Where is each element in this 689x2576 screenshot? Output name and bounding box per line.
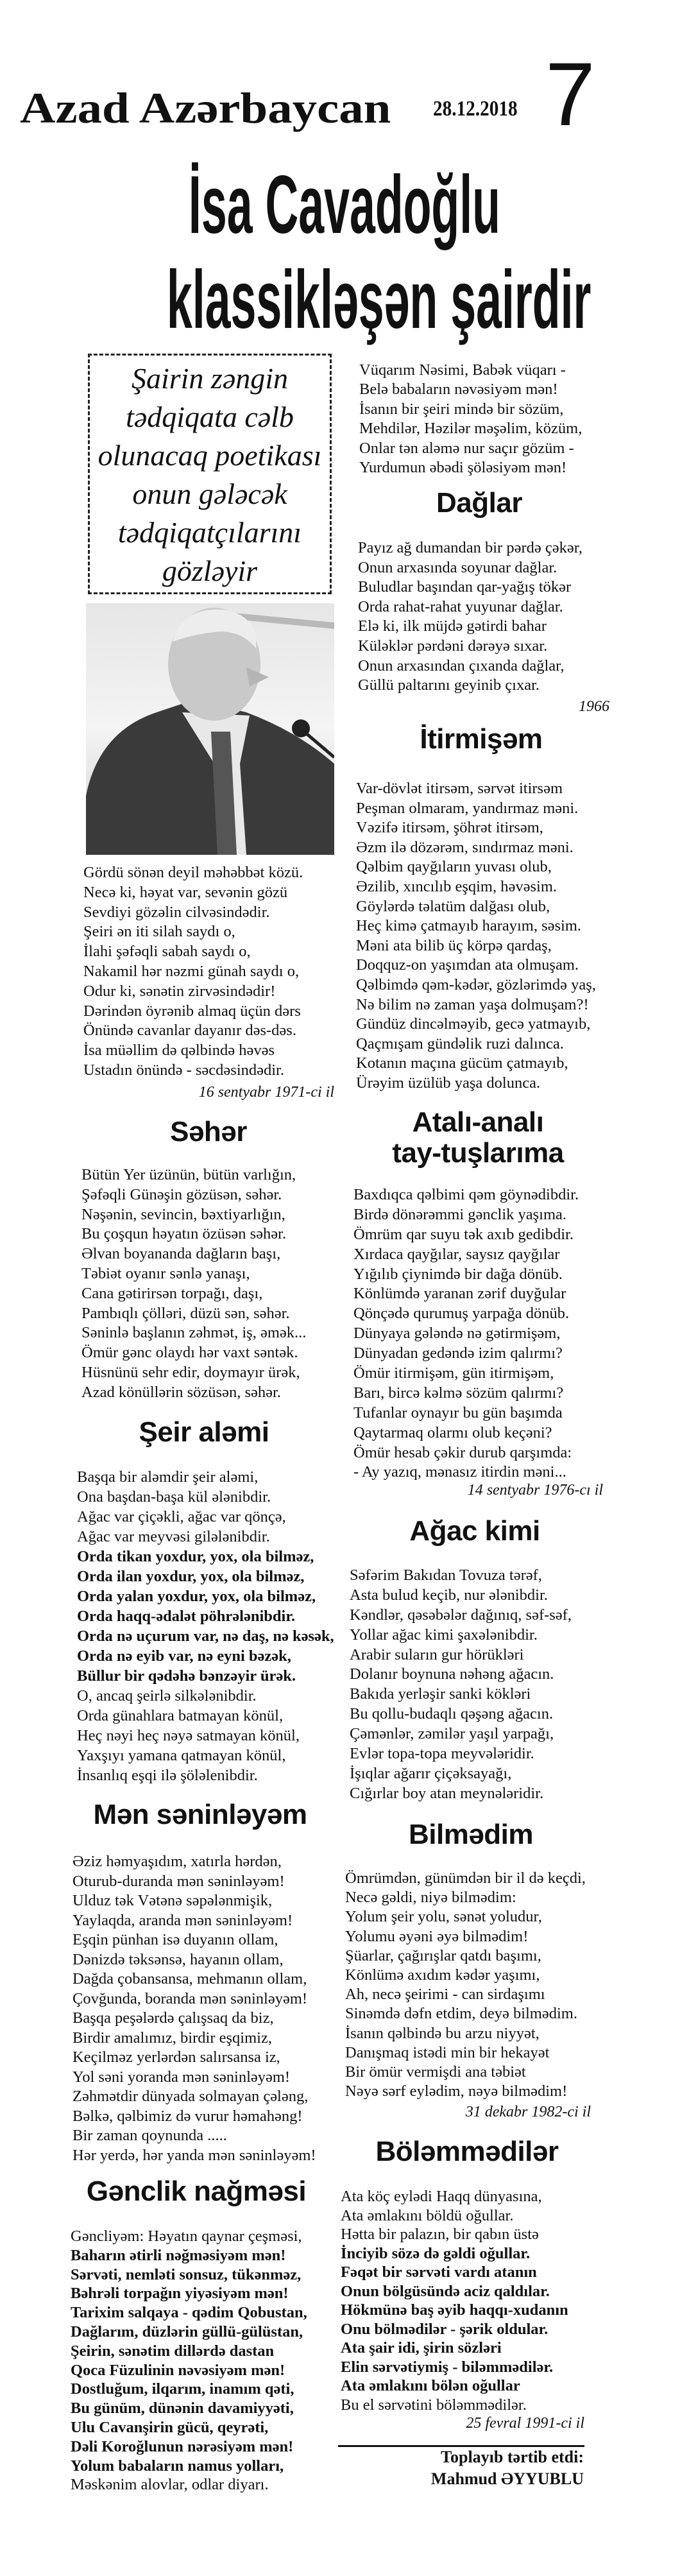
pull-quote-line: tədqiqata cəlb xyxy=(126,400,294,433)
poem-line: Dağlarım, düzlərin güllü-gülüstan, xyxy=(71,2323,303,2340)
poem-line: Gündüz dincəlməyib, gecə yatmayıb, xyxy=(356,1015,591,1033)
poem-line: Xırdaca qayğılar, saysız qayğılar xyxy=(353,1245,560,1263)
poem-line: Nə bilim nə zaman yaşa dolmuşam?! xyxy=(356,995,589,1013)
poem-line: Ata əmlakını böldü oğullar. xyxy=(341,2206,514,2224)
poem-line: Qəlbim qayğıların yuvası olub, xyxy=(356,858,552,876)
poem-line: Cığırlar boy atan meynələridir. xyxy=(350,1784,544,1802)
poem-line: Belə babaların nəvəsiyəm mən! xyxy=(359,381,558,399)
poem-line: Asta bulud keçib, nur ələnibdir. xyxy=(350,1586,548,1604)
poem-line: Ömür hesab çəkir durub qarşımda: xyxy=(353,1443,572,1461)
poem-line: Səfərim Bakıdan Tovuza tərəf, xyxy=(350,1567,542,1584)
poem-line: Vəzifə itirsəm, şöhrət itirsəm, xyxy=(356,819,543,837)
poem-line: Ömrüm qar suyu tək axıb gedibdir. xyxy=(353,1225,574,1243)
poem-line: Onun arxasında soyunar dağlar. xyxy=(358,558,557,576)
poem-line: İsanın bir şeiri mində bir sözüm, xyxy=(359,400,564,418)
poem-line: Orda rahat-rahat yuyunar dağlar. xyxy=(358,597,563,615)
poem-line: Məni ata bilib üç körpə qardaş, xyxy=(356,936,552,954)
poem-line: - Ay yazıq, mənasız itirdin məni... xyxy=(353,1463,566,1481)
poem-line: Ona başdan-başa kül ələnibdir. xyxy=(77,1488,271,1506)
poem-date: 16 sentyabr 1971-ci il xyxy=(198,1084,334,1101)
poem-line: Başqa peşələrdə çalışsaq da biz, xyxy=(72,2009,274,2027)
poem-line: Azad könüllərin sözüsən, səhər. xyxy=(81,1383,281,1401)
poem-line: Buludlar başından qar-yağış tökər xyxy=(358,578,572,596)
poem-vuqarim xyxy=(359,361,582,477)
poem-line: Bu el sərvətini böləmmədilər. xyxy=(341,2396,527,2414)
poem-line: Əzm ilə dözərəm, sındırmaz məni. xyxy=(356,838,574,856)
poem-bolemmediler xyxy=(341,2187,568,2414)
poem-line: Şüarlar, çağırışlar qatdı başımı, xyxy=(345,1946,541,1964)
poem-line: Bu qollu-budaqlı qəşəng ağacın. xyxy=(350,1705,554,1723)
poem-title-men-seninleyem: Mən səninləyəm xyxy=(93,1799,307,1830)
poem-itirmisem xyxy=(356,779,596,1094)
poem-title-daglar: Dağlar xyxy=(436,487,522,519)
poem-line: Kotanın maçına gücüm çatmayıb, xyxy=(356,1054,568,1072)
poem-line: Heç nəyi heç nəyə satmayan könül, xyxy=(77,1727,300,1744)
poem-men-seninleyem xyxy=(72,1852,316,2165)
poem-line: Gəncliyəm: Həyatın qaynar çeşməsi, xyxy=(71,2228,302,2245)
poem-line: Vüqarım Nəsimi, Babək vüqarı - xyxy=(359,361,566,379)
poem-date: 14 sentyabr 1976-cı il xyxy=(467,1482,603,1498)
poem-line: Nəşənin, sevincin, bəxtiyarlığın, xyxy=(81,1205,285,1223)
poem-line: Ustadın önündə - səcdəsindədir. xyxy=(83,1061,284,1079)
poet-photo xyxy=(86,603,334,855)
poem-title-genclik-nagmesi: Gənclik nağməsi xyxy=(86,2176,307,2207)
poem-line: Önündə cavanlar dayanır dəs-dəs. xyxy=(83,1022,296,1040)
poem-line: Tarixim salqaya - qədim Qobustan, xyxy=(71,2304,307,2322)
poem-line: Ata şair idi, şirin sözləri xyxy=(341,2339,502,2357)
poem-atali-anali xyxy=(353,1185,579,1482)
article-title-line2 xyxy=(0,255,689,345)
poem-line: Orda tikan yoxdur, yox, ola bilməz, xyxy=(77,1548,314,1565)
poem-line: Yol səni yoranda mən səninləyəm! xyxy=(72,2068,291,2086)
poem-line: Sərvəti, nemləti sonsuz, tükənməz, xyxy=(71,2265,302,2283)
poem-line: Gördü sönən deyil məhəbbət közü. xyxy=(83,864,303,881)
poem-line: Yaylaqda, aranda mən səninləyəm! xyxy=(72,1911,293,1929)
poem-line: Hökmünə baş əyib haqqı-xudanın xyxy=(341,2301,568,2319)
poem-line: Bəlkə, qəlbimiz də vurur həmahəng! xyxy=(72,2107,303,2125)
poem-line: Evlər topa-topa meyvələridir. xyxy=(350,1745,534,1763)
poem-line: Bir ömür vermişdi ana təbiət xyxy=(345,2063,526,2081)
poem-line: Onlar tən aləmə nur saçır gözüm - xyxy=(359,439,574,457)
poem-line: Tufanlar oynayır bu gün başımda xyxy=(353,1404,563,1421)
poem-date: 1966 xyxy=(579,698,609,715)
poem-line: Ah, necə şeirimi - can sirdaşımı xyxy=(345,1986,545,2004)
poem-line: Təbiət oyanır sənlə yanaşı, xyxy=(81,1264,250,1282)
poet-at-microphone-photo-icon xyxy=(86,603,334,855)
poem-line: Əlvan boyananda dağların başı, xyxy=(81,1245,281,1263)
poem-line: Şeirin, sənətim dillərdə dastan xyxy=(71,2342,275,2360)
pull-quote-line: Şairin zəngin xyxy=(131,362,289,395)
poem-line: Bu günüm, dünənin davamiyyəti, xyxy=(71,2400,294,2417)
poem-line: Orda yalan yoxdur, yox, ola bilməz, xyxy=(77,1588,316,1605)
poem-line: Ömrümdən, günümdən bir il də keçdi, xyxy=(345,1869,586,1887)
poem-line: Əziz həmyaşıdım, xatırla hərdən, xyxy=(72,1853,282,1870)
poem-title-atali-anali-line2: tay-tuşlarıma xyxy=(392,1137,564,1169)
pull-quote-line: olunacaq poetikası xyxy=(98,439,322,472)
poem-line: Orda nə uçurum var, nə daş, nə kəsək, xyxy=(77,1627,334,1645)
poem-line: Ağac var meyvəsi gilələnibdir. xyxy=(77,1528,270,1545)
poem-bilmedim xyxy=(345,1869,586,2101)
newspaper-masthead: Azad Azərbaycan xyxy=(20,83,391,132)
poem-line: Kəndlər, qəsəbələr dağınıq, səf-səf, xyxy=(350,1606,572,1624)
poem-line: Dolanır boynuna nəhəng ağacın. xyxy=(350,1665,554,1683)
poem-title-seir-alemi: Şeir aləmi xyxy=(139,1416,269,1448)
poem-daglar xyxy=(358,538,583,696)
poem-line: O, ancaq şeirlə silkələnibdir. xyxy=(77,1687,257,1704)
poem-line: Məskənim alovlar, odlar diyarı. xyxy=(71,2476,269,2494)
poem-line: Doqquz-on yaşımdan ata olmuşam. xyxy=(356,956,579,974)
poem-line: Onu bölmədilər - şərik oldular. xyxy=(341,2320,549,2338)
poem-line: Dostluğum, ilqarım, inamım qəti, xyxy=(71,2380,294,2398)
poem-line: Dərindən öyrənib almaq üçün dərs xyxy=(83,1002,301,1020)
pull-quote-box xyxy=(88,354,332,594)
poem-line: Əzilib, xıncılıb eşqim, həvəsim. xyxy=(356,877,557,895)
poem-sehar xyxy=(81,1165,306,1403)
poem-title-itirmisem: İtirmişəm xyxy=(420,723,543,755)
poem-title-sehar: Səhər xyxy=(170,1116,247,1147)
poem-title-bilmedim: Bilmədim xyxy=(408,1819,534,1850)
poem-date: 31 dekabr 1982-ci il xyxy=(465,2104,591,2120)
poem-line: Ulu Cavanşirin gücü, qeyrəti, xyxy=(71,2418,269,2436)
poem-line: İsanın qəlbində bu arzu niyyət, xyxy=(345,2024,540,2042)
poem-line: Barı, bircə kəlmə sözüm qalırmı? xyxy=(353,1384,564,1402)
poem-line: Göylərdə təlatüm dalğası olub, xyxy=(356,897,550,915)
poem-line: Yolum babaların namus yolları, xyxy=(71,2457,284,2475)
credit-author: Mahmud ƏYYUBLU xyxy=(430,2469,584,2488)
poem-line: Dənizdə təksənsə, hayanın ollam, xyxy=(72,1950,284,1968)
title-text: klassikləşən şairdir xyxy=(166,254,591,346)
poem-date: 25 fevral 1991-ci il xyxy=(466,2415,584,2432)
poem-line: Oturub-duranda mən səninləyəm! xyxy=(72,1872,285,1890)
poem-line: Birdir amalımız, birdir eşqimiz, xyxy=(72,2029,272,2047)
article-title-line1 xyxy=(0,160,689,250)
poem-line: Dəli Koroğlunun nərəsiyəm mən! xyxy=(71,2437,294,2455)
poem-line: Nakamil hər nəzmi günah saydı o, xyxy=(83,962,300,980)
poem-line: Qaçmışam gündəlik ruzi dalınca. xyxy=(356,1035,564,1052)
poem-line: Şeiri ən iti silah saydı o, xyxy=(83,923,235,941)
poem-line: Büllur bir qədəhə bənzəyir ürək. xyxy=(77,1667,296,1685)
poem-line: Danışmaq istədi min bir hekayət xyxy=(345,2043,550,2061)
poem-line: Nəyə sərf eylədim, nəyə bilmədim! xyxy=(345,2082,568,2100)
poem-line: Heç kimə çatmayıb harayım, səsim. xyxy=(356,917,582,935)
credit-label: Toplayıb tərtib etdi: xyxy=(441,2448,584,2466)
poem-title-agac-kimi: Ağac kimi xyxy=(409,1515,540,1547)
poem-line: Necə gəldi, niyə bilmədim: xyxy=(345,1889,516,1907)
poem-line: Bəhrəli torpağın yiyəsiyəm mən! xyxy=(71,2285,289,2303)
poem-line: Elin sərvətiymiş - biləmmədilər. xyxy=(341,2358,554,2376)
poem-line: Güllü paltarını geyinib çıxar. xyxy=(358,676,540,694)
poem-line: Onun bölgüsündə aciz qaldılar. xyxy=(341,2282,550,2300)
poem-line: Mehdilər, Həzilər məşəlim, közüm, xyxy=(359,420,583,438)
poem-line: Ata əmlakını bölən oğullar xyxy=(341,2377,520,2394)
poem-agac-kimi xyxy=(350,1566,572,1804)
poem-line: Bütün Yer üzünün, bütün varlığın, xyxy=(81,1166,296,1183)
poem-line: Orda ilan yoxdur, yox, ola bilməz, xyxy=(77,1568,305,1585)
poem-line: Hətta bir palazın, bir qabın üstə xyxy=(341,2226,539,2243)
poem-line: Birdə dönərəmmi gənclik yaşıma. xyxy=(353,1205,567,1223)
poem-line: Küləklər pərdəni dərəyə sıxar. xyxy=(358,637,548,655)
poem-line: Ulduz tək Vətənə səpələnmişik, xyxy=(72,1892,273,1909)
poem-line: Qoca Füzulinin nəvəsiyəm mən! xyxy=(71,2361,285,2379)
poem-line: Hüsnünü sehr edir, doymayır ürək, xyxy=(81,1363,300,1381)
poem-line: İlahi şəfəqli sabah saydı o, xyxy=(83,943,251,961)
poem-line: Başqa bir aləmdir şeir aləmi, xyxy=(77,1468,259,1486)
poem-line: Zəhmətdir dünyada solmayan çələng, xyxy=(72,2088,309,2105)
poem-line: Bakıda yerləşir sanki kökləri xyxy=(350,1685,531,1703)
poem-line: Dünyaya gələndə nə gətirmişəm, xyxy=(353,1325,561,1343)
poem-line: Onun arxasından çıxanda dağlar, xyxy=(358,657,565,674)
poem-line: Yolumu əyəni əyə bilmədim! xyxy=(345,1927,529,1945)
poem-line: Elə ki, ilk müjdə gətirdi bahar xyxy=(358,617,547,635)
poem-line: Qaytarmaq olarmı olub keçəni? xyxy=(353,1423,552,1441)
poem-line: Ağac var çiçəkli, ağac var qönçə, xyxy=(77,1508,286,1525)
poem-line: Necə ki, həyat var, sevənin gözü xyxy=(83,883,288,901)
poem-line: Sevdiyi gözəlin cilvəsindədir. xyxy=(83,903,270,921)
poem-line: Eşqin pünhan isə duyanın ollam, xyxy=(72,1931,278,1948)
poem-seir-alemi xyxy=(77,1467,334,1785)
poem-line: Qönçədə qurumuş yarpağa dönüb. xyxy=(353,1305,570,1323)
poem-line: Peşman olmaram, yandırmaz məni. xyxy=(356,799,579,817)
poem-line: Ömür itirmişəm, gün itirmişəm, xyxy=(353,1364,554,1382)
pull-quote-line: onun gələcək xyxy=(132,477,287,510)
poem-line: Yaxşıyı yamana qatmayan könül, xyxy=(77,1747,286,1764)
poem-line: Qəlbimdə qəm-kədər, gözlərimdə yaş, xyxy=(356,975,596,993)
poem-line: Pambıqlı çölləri, düzü sən, səhər. xyxy=(81,1304,290,1322)
poem-line: Var-dövlət itirsəm, sərvət itirsəm xyxy=(356,780,563,797)
poem-line: Dünyadan gedəndə izim qalırmı? xyxy=(353,1344,563,1362)
poem-line: Sinəmdə dəfn etdim, deyə bilmədim. xyxy=(345,2005,577,2023)
pull-quote-line: tədqiqatçılarını xyxy=(117,516,302,549)
poem-line: İnciyib sözə də gəldi oğullar. xyxy=(341,2244,531,2262)
poem-line: Bir zaman qoynunda ..... xyxy=(72,2127,227,2144)
poem-title-bolemmediler: Böləmmədilər xyxy=(375,2136,559,2167)
poem-line: İşıqlar ağarır çiçəksayağı, xyxy=(350,1764,512,1782)
poem-line: Odur ki, sənətin zirvəsindədir! xyxy=(83,982,276,1000)
poem-genclik-nagmesi xyxy=(71,2227,307,2494)
poem-line: Ata köç eylədi Haqq dünyasına, xyxy=(341,2188,542,2205)
page-number: 7 xyxy=(545,44,595,144)
poem-line: Baharın ətirli nəğməsiyəm mən! xyxy=(71,2246,286,2264)
poem-line: Payız ağ dumandan bir pərdə çəkər, xyxy=(358,539,583,556)
poem-line: Orda haqq-ədalət pöhrələnibdir. xyxy=(77,1608,296,1625)
poem-line: Könlümə axıdım kədər yaşımı, xyxy=(345,1966,540,1984)
title-text: İsa Cavadoğlu xyxy=(189,159,500,251)
poem-line: Orda günahlara batmayan könül, xyxy=(77,1707,284,1724)
poem-line: Ömür gənc olaydı hər vaxt səntək. xyxy=(81,1344,298,1362)
poem-line: İsa müəllim də qəlbində həvəs xyxy=(83,1042,275,1060)
poem-intro xyxy=(83,863,303,1081)
poem-line: Baxdıqca qəlbimi qəm göynədibdir. xyxy=(353,1186,579,1203)
poem-line: Fəqət bir sərvəti vardı atanın xyxy=(341,2263,537,2281)
poem-line: Bu çoşqun həyatın özüsən səhər. xyxy=(81,1225,287,1243)
issue-date: 28.12.2018 xyxy=(433,97,518,121)
poem-line: Yollar ağac kimi şaxələnibdir. xyxy=(350,1626,538,1644)
poem-line: Dağda çobansansa, mehmanın ollam, xyxy=(72,1970,307,1988)
poem-line: Arabir suların gur hörükləri xyxy=(350,1645,524,1663)
poem-line: Çəmənlər, zəmilər yaşıl yarpağı, xyxy=(350,1725,554,1743)
poem-line: Cana gətirirsən torpağı, daşı, xyxy=(81,1284,263,1302)
poem-title-atali-anali-line1: Atalı-analı xyxy=(412,1106,544,1138)
poem-line: Yurdumun əbədi şöləsiyəm mən! xyxy=(359,458,567,476)
poem-line: Ürəyim üzülüb yaşa dolunca. xyxy=(356,1074,541,1092)
poem-line: Orda nə eyib var, nə eyni bəzək, xyxy=(77,1647,291,1665)
pull-quote-line: gözləyir xyxy=(162,554,258,587)
poem-line: Yolum şeir yolu, sənət yoludur, xyxy=(345,1908,542,1926)
poem-line: Keçilməz yerlərdən salırsansa iz, xyxy=(72,2048,280,2066)
poem-line: Çovğunda, boranda mən səninləyəm! xyxy=(72,1989,308,2007)
poem-line: Könlümdə yaranan zərif duyğular xyxy=(353,1285,566,1303)
poem-line: Hər yerdə, hər yanda mən səninləyəm! xyxy=(72,2146,316,2164)
poem-line: Şəfəqli Günəşin gözüsən, səhər. xyxy=(81,1185,282,1203)
poem-line: Səninlə başlanın zəhmət, iş, əmək... xyxy=(81,1324,307,1342)
poem-line: Yığılıb çiynimdə bir dağa dönüb. xyxy=(353,1265,563,1283)
poem-line: İnsanlıq eşqi ilə şöləlenibdir. xyxy=(77,1767,258,1784)
